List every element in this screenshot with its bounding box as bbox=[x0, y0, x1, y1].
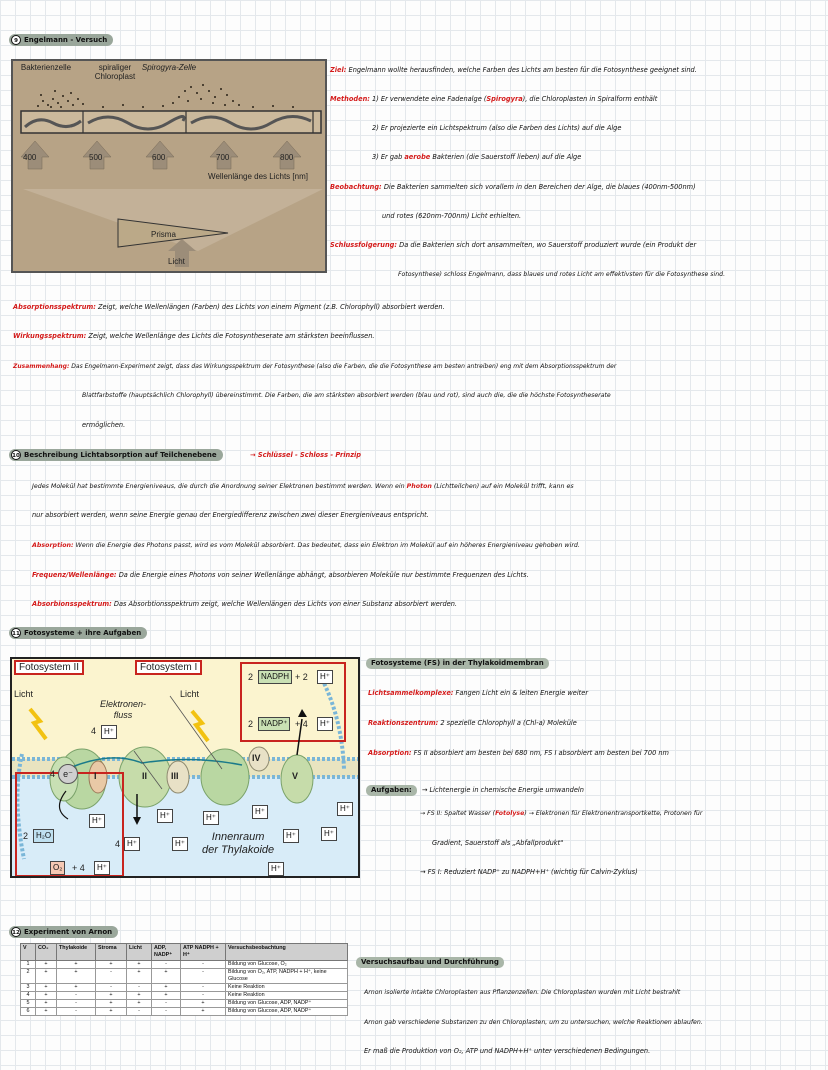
table-cell: - bbox=[152, 961, 181, 969]
table-cell: - bbox=[127, 1008, 152, 1016]
section-9-heading bbox=[9, 34, 113, 46]
licht-label: Licht bbox=[168, 257, 185, 266]
heading-text: Experiment von Arnon bbox=[24, 928, 113, 936]
table-cell: + bbox=[36, 992, 57, 1000]
table-cell: + bbox=[96, 1008, 127, 1016]
section10-p1: Jedes Molekül hat bestimmte Energieniveaus, die durch die Anordnung seiner Elektronen bestimmt werden. Wenn ein Photon (Lichtteilchen) auf ein Molekül trifft, kann es bbox=[32, 483, 574, 490]
electron-circle: e⁻ bbox=[58, 764, 78, 784]
table-cell: 2 bbox=[21, 969, 36, 984]
table-cell: + bbox=[96, 961, 127, 969]
table-cell: 3 bbox=[21, 984, 36, 992]
label-spirogyra-zelle: Spirogyra-Zelle bbox=[141, 63, 197, 72]
table-cell: + bbox=[127, 992, 152, 1000]
fs2-task-line-2: Gradient, Sauerstoff als „Abfallprodukt" bbox=[432, 839, 564, 847]
col-thylakoide: Thylakoide bbox=[57, 944, 96, 961]
bacteria-dots bbox=[37, 84, 294, 108]
h2o-box: H₂O bbox=[33, 829, 54, 843]
hplus-box-6: H⁺ bbox=[124, 837, 140, 851]
four-h-top-coef: 4 bbox=[91, 726, 97, 736]
fs2-task-line: → FS II: Spaltet Wasser (Fotolyse) → Elektronen für Elektronentransportkette, Protonen für bbox=[420, 810, 703, 817]
heading-text: Engelmann - Versuch bbox=[24, 36, 108, 44]
table-cell: - bbox=[57, 1000, 96, 1008]
hplus-box-9: H⁺ bbox=[203, 811, 219, 825]
heading-text: Beschreibung Lichtabsorption auf Teilchenebene bbox=[24, 451, 217, 459]
fs1-task-line: → FS I: Reduziert NADP⁺ zu NADPH+H⁺ (wichtig für Calvin-Zyklus) bbox=[420, 868, 638, 876]
table-row bbox=[21, 1000, 348, 1008]
nadph-box: NADPH bbox=[258, 670, 292, 684]
schluss-line-1: Schlussfolgerung: Da die Bakterien sich dort ansammelten, wo Sauerstoff produziert wurde (ein Produkt der bbox=[330, 241, 697, 249]
arnon-p1: Arnon isolierte intakte Chloroplasten aus Pflanzenzellen. Die Chloroplasten wurden mit Licht bestrahlt bbox=[364, 989, 681, 996]
table-cell: + bbox=[127, 1000, 152, 1008]
table-cell: + bbox=[127, 969, 152, 984]
section-number: 9 bbox=[11, 35, 21, 45]
elektronenfluss-label: Elektronen- fluss bbox=[100, 699, 147, 720]
col-adp: ADP, NADP⁺ bbox=[152, 944, 181, 961]
table-cell: + bbox=[181, 1008, 226, 1016]
tick-700: 700 bbox=[216, 153, 230, 162]
table-cell: + bbox=[36, 1008, 57, 1016]
table-cell: Keine Reaktion bbox=[226, 992, 348, 1000]
licht-label-2: Licht bbox=[180, 689, 200, 699]
hplus-box-4: H⁺ bbox=[94, 861, 110, 875]
hplus-box-3: H⁺ bbox=[101, 725, 117, 739]
zusammenhang-line-3: ermöglichen. bbox=[82, 421, 126, 429]
table-cell: + bbox=[152, 992, 181, 1000]
four-h-bottom-coef: 4 bbox=[115, 839, 121, 849]
table-cell: + bbox=[57, 969, 96, 984]
hplus-box-7: H⁺ bbox=[157, 809, 173, 823]
table-cell: + bbox=[127, 961, 152, 969]
engelmann-drawing bbox=[13, 61, 327, 273]
nadp-plus: + 4 bbox=[295, 719, 308, 729]
zusammenhang-line-1: Zusammenhang: Das Engelmann-Experiment zeigt, dass das Wirkungsspektrum der Fotosynthese (also die Farben, die die Fotosynthese am besten antreiben) eng mit dem Absorptionsspektrum der bbox=[13, 363, 617, 370]
hplus-box-8: H⁺ bbox=[172, 837, 188, 851]
table-body bbox=[21, 961, 348, 1016]
section-10-heading bbox=[9, 449, 223, 461]
tick-800: 800 bbox=[280, 153, 294, 162]
section-number: 10 bbox=[11, 450, 21, 460]
table-cell: + bbox=[36, 1000, 57, 1008]
hplus-box-1: H⁺ bbox=[317, 670, 333, 684]
schluessel-schloss-heading: → Schlüssel - Schloss - Prinzip bbox=[250, 451, 362, 459]
table-row bbox=[21, 961, 348, 969]
table-cell: 5 bbox=[21, 1000, 36, 1008]
heading-text: Fotosysteme + ihre Aufgaben bbox=[24, 629, 142, 637]
section-number: 11 bbox=[11, 628, 21, 638]
table-cell: Bildung von Glucose, ADP, NADP⁺ bbox=[226, 1008, 348, 1016]
four-e-coef: 4 bbox=[50, 769, 56, 779]
table-cell: - bbox=[57, 1008, 96, 1016]
fs2-label: Fotosystem II bbox=[14, 660, 84, 675]
aufgaben-line bbox=[366, 777, 584, 796]
complex-v: V bbox=[292, 771, 299, 781]
table-row bbox=[21, 984, 348, 992]
licht-label-1: Licht bbox=[14, 689, 34, 699]
h2o-coef: 2 bbox=[23, 831, 29, 841]
table-cell: - bbox=[127, 984, 152, 992]
hplus-box-14: H⁺ bbox=[268, 862, 284, 876]
hplus-box-5: H⁺ bbox=[89, 814, 105, 828]
table-row bbox=[21, 969, 348, 984]
fs1-label: Fotosystem I bbox=[135, 660, 202, 675]
col-stroma: Stroma bbox=[96, 944, 127, 961]
table-cell: + bbox=[96, 1000, 127, 1008]
table-cell: + bbox=[36, 961, 57, 969]
table-cell: - bbox=[152, 1008, 181, 1016]
versuchsaufbau-title: Versuchsaufbau und Durchführung bbox=[356, 957, 504, 968]
fotosystem-figure bbox=[10, 657, 360, 878]
table-cell: - bbox=[96, 984, 127, 992]
table-cell: + bbox=[152, 984, 181, 992]
complex-iii: III bbox=[171, 771, 179, 781]
fs-title: Fotosysteme (FS) in der Thylakoidmembran bbox=[366, 658, 549, 669]
beobachtung-line-2: und rotes (620nm-700nm) Licht erhielten. bbox=[382, 212, 522, 220]
aufgaben-label: Aufgaben: bbox=[366, 785, 417, 796]
nadph-coef: 2 bbox=[248, 672, 254, 682]
table-cell: Bildung von O₂, ATP, NADPH + H⁺, keine Glucose bbox=[226, 969, 348, 984]
hplus-box-11: H⁺ bbox=[283, 829, 299, 843]
hplus-box-13: H⁺ bbox=[337, 802, 353, 816]
aufgaben-text: → Lichtenergie in chemische Energie umwandeln bbox=[421, 786, 584, 794]
o2-box: O₂ bbox=[50, 861, 65, 875]
table-cell: + bbox=[181, 1000, 226, 1008]
table-header-row bbox=[21, 944, 348, 961]
absorption-fs-line: Absorption: FS II absorbiert am besten bei 680 nm, FS I absorbiert am besten bei 700 nm bbox=[368, 749, 669, 757]
rz-line: Reaktionszentrum: 2 spezielle Chlorophyll a (Chl-a) Moleküle bbox=[368, 719, 577, 727]
absorptionsspektrum-line: Absorptionsspektrum: Zeigt, welche Wellenlängen (Farben) des Lichts von einem Pigment (z.B. Chlorophyll) absorbiert werden. bbox=[13, 303, 445, 311]
table-cell: Keine Reaktion bbox=[226, 984, 348, 992]
table-cell: - bbox=[181, 984, 226, 992]
table-cell: - bbox=[181, 961, 226, 969]
table-row bbox=[21, 1008, 348, 1016]
col-v: V bbox=[21, 944, 36, 961]
table-cell: Bildung von Glucose, O₂ bbox=[226, 961, 348, 969]
complex-ii: II bbox=[142, 771, 148, 781]
engelmann-experiment-image bbox=[11, 59, 327, 273]
hplus-box-10: H⁺ bbox=[252, 805, 268, 819]
prisma-label: Prisma bbox=[151, 230, 176, 239]
table-cell: + bbox=[57, 961, 96, 969]
label-chloroplast: spiraliger Chloroplast bbox=[94, 63, 136, 81]
table-cell: + bbox=[57, 984, 96, 992]
zusammenhang-line-2: Blattfarbstoffe (hauptsächlich Chlorophyll) übereinstimmt. Die Farben, die am stärksten absorbiert werden (blau und rot), sind auch die, die die höchste Fotosyntheserate bbox=[82, 392, 611, 399]
innenraum-label: Innenraum der Thylakoide bbox=[202, 831, 275, 856]
beobachtung-line-1: Beobachtung: Die Bakterien sammelten sich vorallem in den Bereichen der Alge, die blaues (400nm-500nm) bbox=[330, 183, 696, 191]
table-cell: + bbox=[36, 984, 57, 992]
table-cell: + bbox=[152, 969, 181, 984]
col-beobachtung: Versuchsbeobachtung bbox=[226, 944, 348, 961]
col-co2: CO₂ bbox=[36, 944, 57, 961]
o2-plus: + 4 bbox=[72, 863, 85, 873]
lsk-line: Lichtsammelkomplexe: Fangen Licht ein & leiten Energie weiter bbox=[368, 689, 589, 697]
table-cell: 4 bbox=[21, 992, 36, 1000]
methoden-line-1: Methoden: 1) Er verwendete eine Fadenalge (Spirogyra), die Chloroplasten in Spiralform enthält bbox=[330, 95, 658, 103]
axis-label: Wellenlänge des Lichts [nm] bbox=[208, 172, 308, 181]
arnon-p2: Arnon gab verschiedene Substanzen zu den Chloroplasten, um zu untersuchen, welche Reaktionen ablaufen. bbox=[364, 1019, 703, 1026]
table-cell: - bbox=[181, 992, 226, 1000]
col-atp: ATP NADPH + H⁺ bbox=[181, 944, 226, 961]
schluss-line-2: Fotosynthese) schloss Engelmann, dass blaues und rotes Licht am effektivsten für die Fotosynthese sind. bbox=[398, 271, 726, 278]
complex-iv: IV bbox=[252, 753, 261, 763]
arnon-table bbox=[20, 943, 348, 1016]
table-cell: - bbox=[181, 969, 226, 984]
hplus-box-12: H⁺ bbox=[321, 827, 337, 841]
label-bakterienzelle: Bakterienzelle bbox=[20, 63, 72, 72]
table-cell: 1 bbox=[21, 961, 36, 969]
section-12-heading bbox=[9, 926, 118, 938]
ziel-line: Ziel: Engelmann wollte herausfinden, welche Farben des Lichts am besten für die Fotosynthese geeignet sind. bbox=[330, 66, 697, 74]
section-number: 12 bbox=[11, 927, 21, 937]
section-11-heading bbox=[9, 627, 147, 639]
tick-600: 600 bbox=[152, 153, 166, 162]
wirkungsspektrum-line: Wirkungsspektrum: Zeigt, welche Wellenlänge des Lichts die Fotosyntheserate am stärksten beeinflussen. bbox=[13, 332, 375, 340]
arnon-p3: Er maß die Produktion von O₂, ATP und NADPH+H⁺ unter verschiedenen Bedingungen. bbox=[364, 1047, 651, 1055]
methoden-line-3: 3) Er gab aerobe Bakterien (die Sauerstoff lieben) auf die Alge bbox=[372, 153, 582, 161]
table-cell: - bbox=[57, 992, 96, 1000]
tick-400: 400 bbox=[23, 153, 37, 162]
complex-i: I bbox=[94, 771, 97, 781]
table-cell: + bbox=[36, 969, 57, 984]
section10-p2: nur absorbiert werden, wenn seine Energie genau der Energiedifferenz zwischen zwei dieser Energieniveaus entspricht. bbox=[32, 511, 429, 519]
table-row bbox=[21, 992, 348, 1000]
nadp-coef: 2 bbox=[248, 719, 254, 729]
frequenz-line: Frequenz/Wellenlänge: Da die Energie eines Photons von seiner Wellenlänge abhängt, absorbieren Moleküle nur bestimmte Frequenzen des Lichts. bbox=[32, 571, 529, 579]
absorbionsspektrum-line: Absorbionsspektrum: Das Absorbtionsspektrum zeigt, welche Wellenlängen des Lichts von einer Substanz absorbiert werden. bbox=[32, 600, 457, 608]
nadp-box: NADP⁺ bbox=[258, 717, 290, 731]
col-licht: Licht bbox=[127, 944, 152, 961]
hplus-box-2: H⁺ bbox=[317, 717, 333, 731]
table-cell: + bbox=[96, 992, 127, 1000]
nadph-plus: + 2 bbox=[295, 672, 308, 682]
table-cell: - bbox=[152, 1000, 181, 1008]
table-cell: 6 bbox=[21, 1008, 36, 1016]
table-cell: - bbox=[96, 969, 127, 984]
methoden-line-2: 2) Er projezierte ein Lichtspektrum (also die Farben des Lichts) auf die Alge bbox=[372, 124, 622, 132]
table-cell: Bildung von Glucose, ADP, NADP⁺ bbox=[226, 1000, 348, 1008]
tick-500: 500 bbox=[89, 153, 103, 162]
absorption-line: Absorption: Wenn die Energie des Photons passt, wird es vom Molekül absorbiert. Das bedeutet, dass ein Elektron im Molekül auf ein höheres Energieniveau gehoben wird. bbox=[32, 542, 580, 549]
